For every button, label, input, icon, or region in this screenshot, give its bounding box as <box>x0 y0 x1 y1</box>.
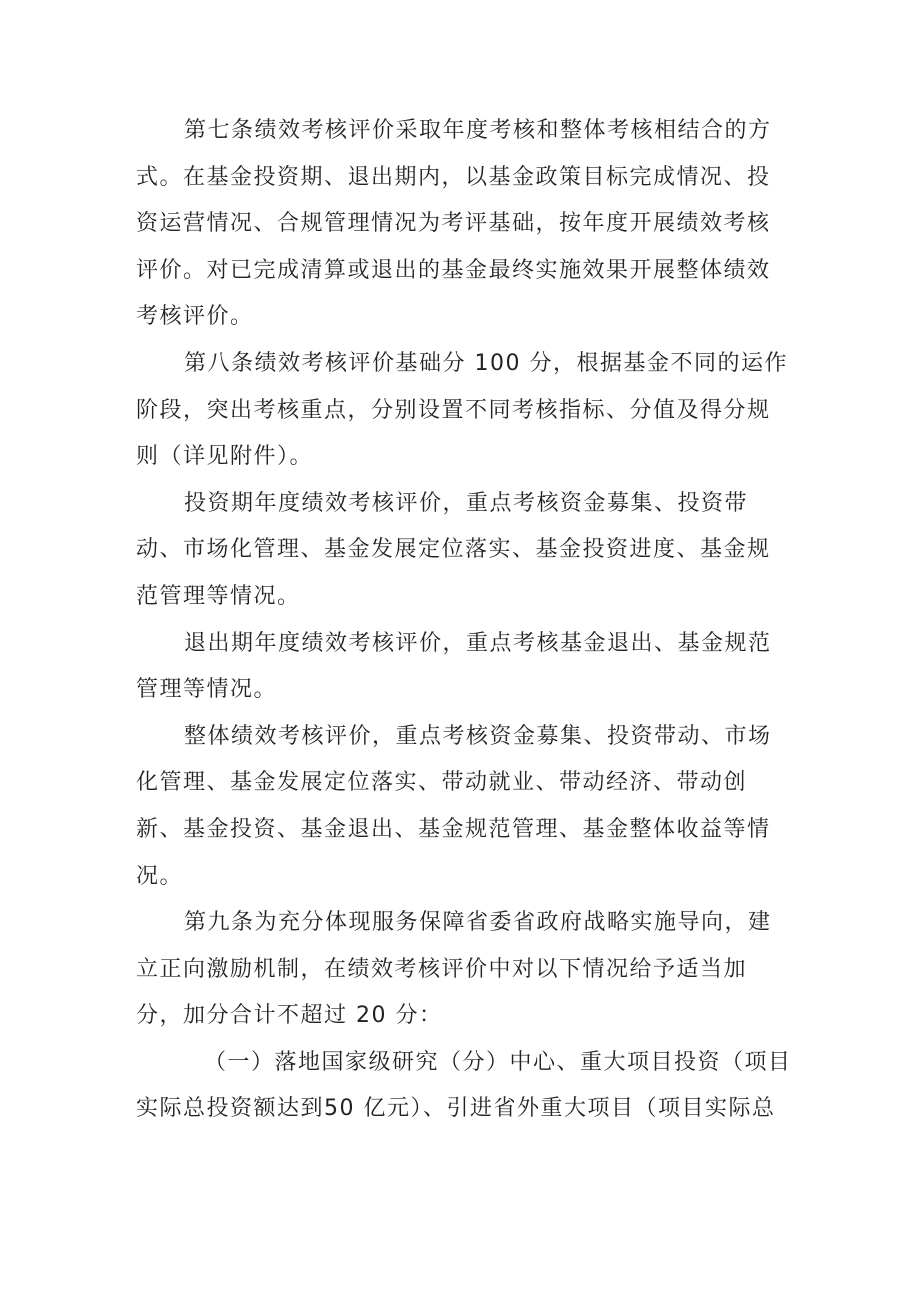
text-line: 管理等情况。 <box>136 677 278 703</box>
text-line: 化管理、基金发展定位落实、带动就业、带动经济、带动创 <box>136 770 748 796</box>
text-line: 动、市场化管理、基金发展定位落实、基金投资进度、基金规 <box>136 537 771 563</box>
text-line: 范管理等情况。 <box>136 583 301 609</box>
text-line: 则（详见附件）。 <box>136 444 314 470</box>
text-line: 评价。对已完成清算或退出的基金最终实施效果开展整体绩效 <box>136 257 771 283</box>
text-line: （一）落地国家级研究（分）中心、重大项目投资（项目 <box>204 1049 792 1075</box>
text-line: 阶段，突出考核重点，分别设置不同考核指标、分值及得分规 <box>136 397 771 423</box>
text-line: 式。在基金投资期、退出期内，以基金政策目标完成情况、投 <box>136 164 771 190</box>
paragraph-article-8 <box>136 341 788 481</box>
text-line: 第九条为充分体现服务保障省委省政府战略实施导向，建 <box>184 910 772 936</box>
text-line: 第七条绩效考核评价采取年度考核和整体考核相结合的方 <box>184 118 772 143</box>
text-line: 立正向激励机制，在绩效考核评价中对以下情况给予适当加 <box>136 956 748 982</box>
paragraph-item-1 <box>136 1040 792 1133</box>
text-line: 资运营情况、合规管理情况为考评基础，按年度开展绩效考核 <box>136 211 771 237</box>
paragraph-article-7 <box>136 108 776 341</box>
text-line: 投资期年度绩效考核评价，重点考核资金募集、投资带 <box>184 490 749 516</box>
paragraph-overall-evaluation <box>136 714 776 900</box>
paragraph-article-9 <box>136 900 776 1040</box>
text-line: 分，加分合计不超过 20 分： <box>136 1003 443 1029</box>
text-line: 退出期年度绩效考核评价，重点考核基金退出、基金规范 <box>184 630 772 656</box>
text-line: 考核评价。 <box>136 304 254 330</box>
text-line: 况。 <box>136 863 184 889</box>
paragraph-investment-period <box>136 481 776 621</box>
paragraph-exit-period <box>136 621 776 714</box>
text-line: 整体绩效考核评价，重点考核资金募集、投资带动、市场 <box>184 723 772 749</box>
text-line: 新、基金投资、基金退出、基金规范管理、基金整体收益等情 <box>136 816 771 842</box>
text-line: 实际总投资额达到50 亿元）、引进省外重大项目（项目实际总 <box>136 1096 776 1122</box>
text-line: 第八条绩效考核评价基础分 100 分，根据基金不同的运作 <box>184 350 788 376</box>
document-body <box>136 108 792 1133</box>
